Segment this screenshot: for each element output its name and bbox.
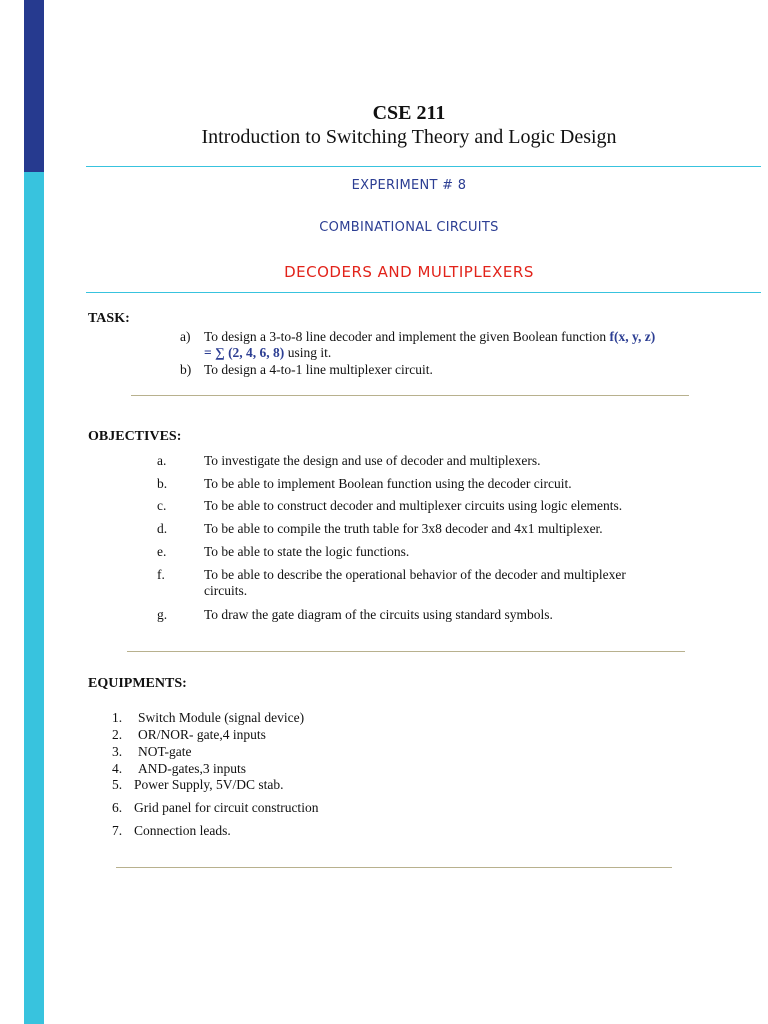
minterm-list: = ∑ (2, 4, 6, 8) (204, 345, 285, 360)
task-item-text (204, 329, 744, 345)
equipment-text: Grid panel for circuit construction (134, 800, 319, 815)
objective-text: To be able to describe the operational behavior of the decoder and multiplexer (204, 567, 626, 582)
function-expression: f(x, y, z) (609, 329, 656, 344)
objective-text: To be able to implement Boolean function using the decoder circuit. (204, 476, 572, 491)
equipment-text: NOT-gate (138, 744, 192, 759)
list-marker: 3. (112, 744, 123, 759)
list-marker: a. (157, 453, 167, 468)
list-marker: a) (180, 329, 191, 344)
section-title: COMBINATIONAL CIRCUITS (319, 220, 499, 235)
list-marker: 7. (112, 823, 123, 838)
list-marker: f. (157, 567, 165, 582)
divider (131, 395, 689, 396)
list-marker: b. (157, 476, 168, 491)
list-marker: e. (157, 544, 167, 559)
objective-text-cont: circuits. (204, 583, 248, 598)
list-marker: c. (157, 498, 167, 513)
objective-text: To draw the gate diagram of the circuits using standard symbols. (204, 607, 553, 622)
list-marker: 5. (112, 777, 123, 792)
equipments-heading: EQUIPMENTS: (88, 676, 187, 691)
divider (127, 651, 685, 652)
objective-text: To be able to compile the truth table for 3x8 decoder and 4x1 multiplexer. (204, 521, 603, 536)
objective-text: To be able to construct decoder and multiplexer circuits using logic elements. (204, 498, 623, 513)
divider (116, 867, 672, 868)
task-heading: TASK: (88, 311, 130, 326)
list-marker: b) (180, 362, 192, 377)
equipment-text: AND-gates,3 inputs (138, 761, 246, 776)
task-text: To design a 3-to-8 line decoder and implement the given Boolean function (204, 329, 610, 344)
topic-title: DECODERS AND MULTIPLEXERS (284, 263, 534, 281)
objective-text: To investigate the design and use of decoder and multiplexers. (204, 453, 541, 468)
list-marker: g. (157, 607, 168, 622)
objectives-heading: OBJECTIVES: (88, 429, 182, 444)
task-item-text: To design a 4-to-1 line multiplexer circuit. (204, 362, 433, 377)
list-marker: 4. (112, 761, 123, 776)
course-code: CSE 211 (372, 102, 446, 124)
equipment-text: Connection leads. (134, 823, 231, 838)
divider (86, 292, 761, 293)
sidebar-accent-light (24, 172, 44, 1024)
list-marker: 6. (112, 800, 123, 815)
list-marker: 2. (112, 727, 123, 742)
list-marker: 1. (112, 710, 123, 725)
divider (86, 166, 761, 167)
list-marker: d. (157, 521, 168, 536)
objective-text: To be able to state the logic functions. (204, 544, 410, 559)
experiment-number: EXPERIMENT # 8 (351, 178, 467, 193)
equipment-text: Power Supply, 5V/DC stab. (134, 777, 284, 792)
task-item-text-cont (204, 345, 331, 361)
task-text: using it. (284, 345, 332, 360)
equipment-text: Switch Module (signal device) (138, 710, 305, 725)
course-title: Introduction to Switching Theory and Logic Design (201, 126, 617, 148)
equipment-text: OR/NOR- gate,4 inputs (138, 727, 266, 742)
